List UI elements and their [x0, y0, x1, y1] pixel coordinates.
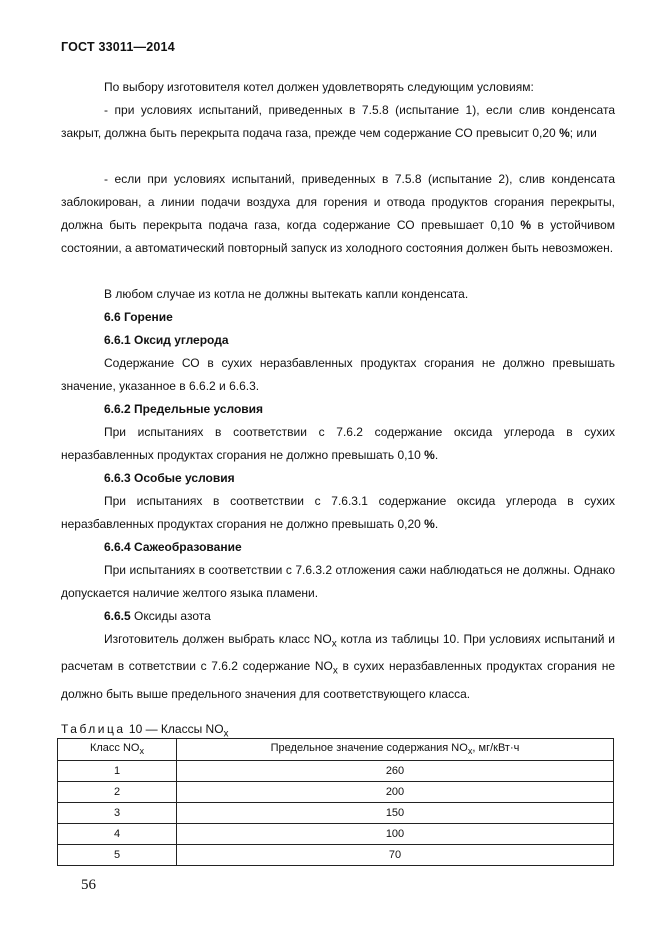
col-header-limit: Предельное значение содержания $NO_x$, мг/кВт·ч — [177, 739, 614, 761]
table-row — [58, 845, 614, 866]
paragraph-condition-2: - если при условиях испытаний, приведенных в 7.5.8 (испытание 2), слив конденсата заблокирован, а линии подачи воздуха для горения и отвода продуктов сгорания перекрыты, должна быть перекрыта подача газа, когда содержание СО превышает 0,10 % в устойчивом состоянии, а автоматический повторный запуск из холодного состояния должен быть невозможен. — [61, 172, 616, 255]
cell-limit: 200 — [177, 782, 614, 803]
heading-6-6-5: 6.6.5 Оксиды азота — [104, 609, 211, 623]
cell-limit: 70 — [177, 845, 614, 866]
table-row — [58, 782, 614, 803]
heading-6-6-4: 6.6.4 Сажеобразование — [104, 540, 242, 554]
col-header-class: Класс $NO_x$ — [58, 739, 177, 761]
paragraph-6-6-3: При испытаниях в соответствии с 7.6.3.1 содержание оксида углерода в сухих неразбавленных продуктах сгорания не должно превышать 0,20 %. — [61, 494, 615, 531]
table-header-row — [58, 739, 614, 761]
nox-classes-table — [57, 738, 614, 866]
cell-limit: 260 — [177, 761, 614, 782]
paragraph-6-6-4: При испытаниях в соответствии с 7.6.3.2 отложения сажи наблюдаться не должны. Однако допускается наличие желтого языка пламени. — [61, 563, 615, 600]
table-row — [58, 761, 614, 782]
paragraph-intro: По выбору изготовителя котел должен удовлетворять следующим условиям: — [104, 80, 534, 94]
page-number: 56 — [81, 877, 96, 893]
cell-limit: 150 — [177, 803, 614, 824]
cell-limit: 100 — [177, 824, 614, 845]
heading-6-6: 6.6 Горение — [104, 310, 173, 324]
cell-class: 3 — [58, 803, 177, 824]
paragraph-condensate: В любом случае из котла не должны вытекать капли конденсата. — [104, 287, 469, 301]
table-row — [58, 803, 614, 824]
heading-6-6-3: 6.6.3 Особые условия — [104, 471, 235, 485]
table-caption: Таблица 10 — Классы $NO_x$ — [61, 722, 229, 740]
paragraph-6-6-5: Изготовитель должен выбрать класс $NO_x$ котла из таблицы 10. При условиях испытаний и расчетам в сответствии с 7.6.2 содержание $NO_x$ в сухих неразбавленных продуктах сгорания не должно быть выше предельного значения для соответствующего класса. — [61, 632, 616, 701]
cell-class: 4 — [58, 824, 177, 845]
cell-class: 1 — [58, 761, 177, 782]
cell-class: 2 — [58, 782, 177, 803]
table-row — [58, 824, 614, 845]
paragraph-condition-1: - при условиях испытаний, приведенных в 7.5.8 (испытание 1), если слив конденсата закрыт, должна быть перекрыта подача газа, прежде чем содержание СО превысит 0,20 %; или — [61, 103, 615, 140]
heading-6-6-1: 6.6.1 Оксид углерода — [104, 333, 229, 347]
cell-class: 5 — [58, 845, 177, 866]
heading-6-6-2: 6.6.2 Предельные условия — [104, 402, 264, 416]
paragraph-6-6-2: При испытаниях в соответствии с 7.6.2 содержание оксида углерода в сухих неразбавленных продуктах сгорания не должно превышать 0,10 %. — [61, 425, 615, 462]
document-header: ГОСТ 33011—2014 — [61, 40, 175, 54]
paragraph-6-6-1: Содержание СО в сухих неразбавленных продуктах сгорания не должно превышать значение, указанное в 6.6.2 и 6.6.3. — [61, 356, 615, 393]
